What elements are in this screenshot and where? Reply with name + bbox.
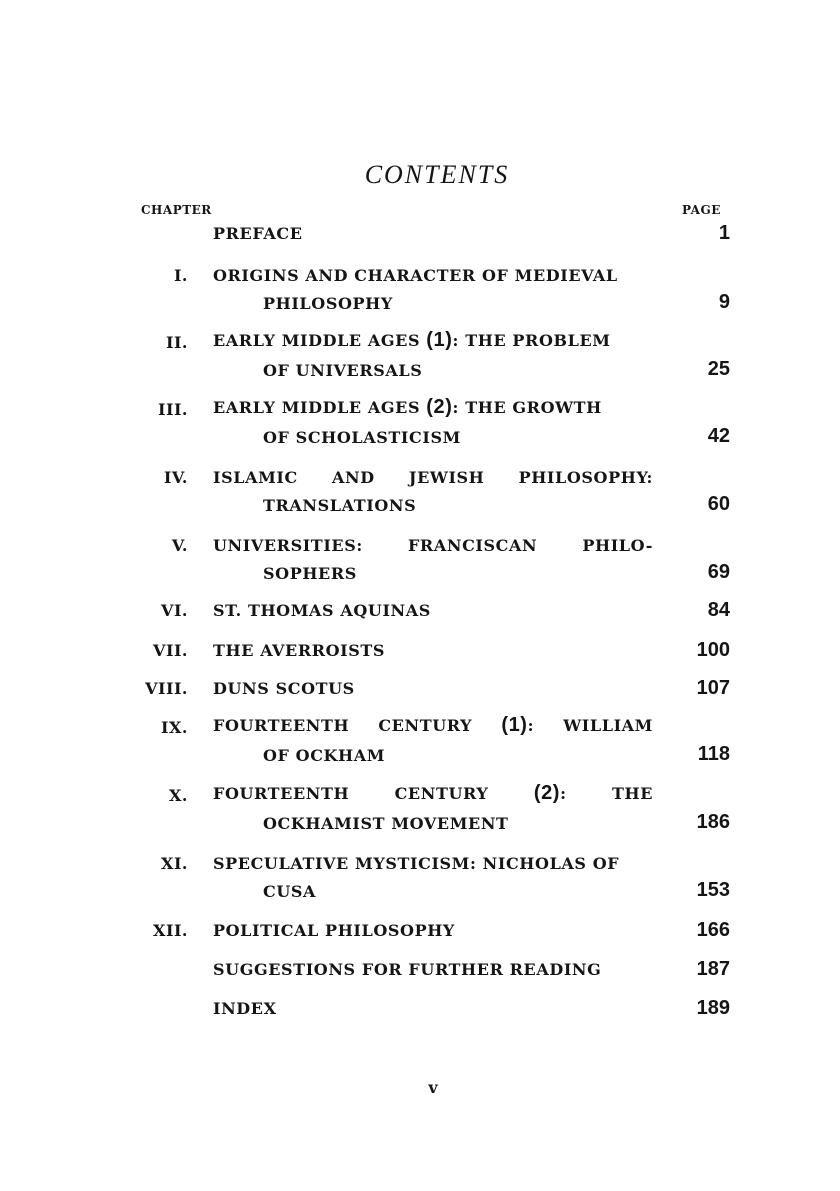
chapter-title-continuation: SOPHERS [263, 564, 357, 583]
chapter-number: I. [173, 266, 188, 285]
chapter-title-continuation: OF SCHOLASTICISM [263, 428, 461, 447]
chapter-title: ORIGINS AND CHARACTER OF MEDIEVAL [213, 266, 618, 285]
chapter-title: EARLY MIDDLE AGES (2): THE GROWTH [213, 396, 602, 418]
chapter-title-continuation: PHILOSOPHY [263, 294, 393, 313]
toc-entry [0, 639, 840, 663]
page-title: CONTENTS [364, 160, 510, 189]
chapter-title-continuation: CUSA [263, 882, 317, 901]
chapter-number: VI. [161, 601, 188, 620]
chapter-number: III. [157, 400, 188, 419]
page-reference: 187 [696, 958, 730, 980]
chapter-number: IX. [161, 718, 188, 737]
chapter-number: V. [171, 536, 188, 555]
page-reference: 60 [707, 493, 730, 515]
chapter-title: ISLAMIC AND JEWISH PHILOSOPHY: [213, 468, 653, 487]
chapter-title-continuation: OCKHAMIST MOVEMENT [263, 814, 509, 833]
chapter-number: X. [169, 786, 188, 805]
chapter-number: XII. [153, 921, 188, 940]
page-number: v [428, 1078, 438, 1097]
page-reference: 9 [718, 291, 730, 313]
chapter-title: SPECULATIVE MYSTICISM: NICHOLAS OF [213, 854, 620, 873]
toc-entry [0, 396, 840, 447]
chapter-number: VII. [153, 641, 188, 660]
chapter-title: ST. THOMAS AQUINAS [213, 601, 431, 620]
toc-entry [0, 714, 840, 765]
page-reference: 42 [707, 425, 730, 447]
chapter-title: POLITICAL PHILOSOPHY [213, 921, 455, 940]
chapter-title: PREFACE [213, 224, 303, 243]
chapter-title: EARLY MIDDLE AGES (1): THE PROBLEM [213, 329, 611, 351]
chapter-number: II. [165, 333, 188, 352]
toc-entry [0, 677, 840, 701]
toc-entry [0, 919, 840, 943]
chapter-column-label: CHAPTER [141, 203, 212, 217]
chapter-title: UNIVERSITIES: FRANCISCAN PHILO- [213, 536, 653, 555]
chapter-title-continuation: OF UNIVERSALS [263, 361, 423, 380]
toc-entry [0, 958, 840, 982]
toc-entry [0, 997, 840, 1021]
chapter-title: FOURTEENTH CENTURY (1): WILLIAM [213, 714, 653, 736]
toc-entry [0, 782, 840, 833]
page-column-label: PAGE [682, 203, 721, 217]
chapter-number: IV. [163, 468, 188, 487]
page-reference: 1 [718, 222, 730, 244]
toc-entry [0, 329, 840, 380]
chapter-title: SUGGESTIONS FOR FURTHER READING [213, 960, 602, 979]
chapter-title-continuation: OF OCKHAM [263, 746, 386, 765]
toc-entry [0, 534, 840, 583]
chapter-title: FOURTEENTH CENTURY (2): THE [213, 782, 653, 804]
page-reference: 84 [707, 599, 730, 621]
toc-entry [0, 599, 840, 623]
toc-entry [0, 852, 840, 901]
chapter-title-continuation: TRANSLATIONS [263, 496, 417, 515]
page-reference: 189 [696, 997, 730, 1019]
toc-entry [0, 264, 840, 313]
toc-entry [0, 222, 840, 246]
toc-entry [0, 466, 840, 515]
chapter-title: DUNS SCOTUS [213, 679, 355, 698]
page-reference: 100 [696, 639, 730, 661]
page-reference: 153 [696, 879, 730, 901]
page-reference: 107 [696, 677, 730, 699]
page-reference: 166 [696, 919, 730, 941]
chapter-number: VIII. [145, 679, 188, 698]
page-reference: 118 [697, 743, 730, 765]
chapter-title: INDEX [213, 999, 277, 1018]
page-reference: 69 [707, 561, 730, 583]
chapter-number: XI. [161, 854, 188, 873]
chapter-title: THE AVERROISTS [213, 641, 386, 660]
page-reference: 25 [707, 358, 730, 380]
page-reference: 186 [696, 811, 730, 833]
